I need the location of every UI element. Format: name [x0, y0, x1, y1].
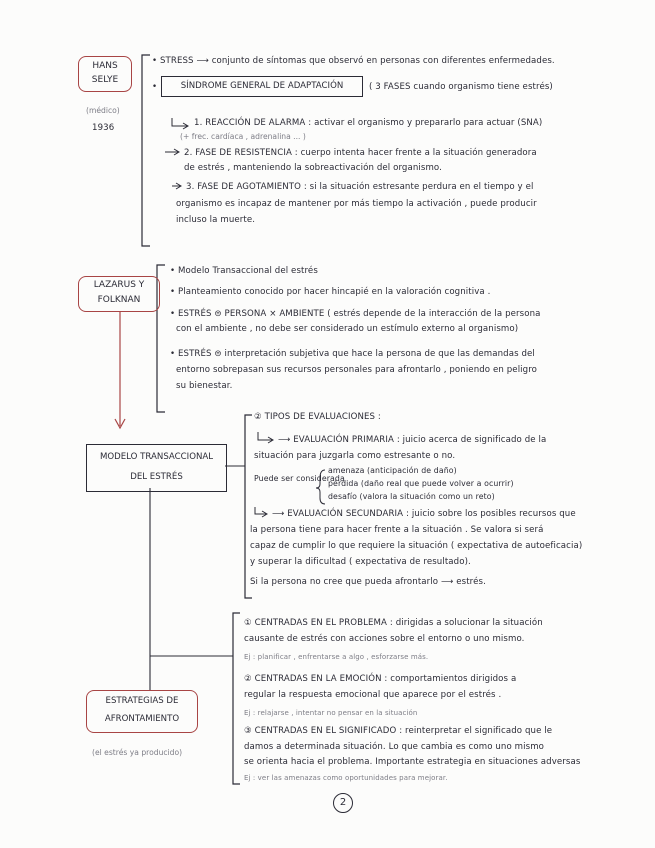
hans-role: (médico) [86, 106, 120, 115]
lazarus-name-line2: FOLKNAN [97, 295, 141, 305]
phase-3-line2: organismo es incapaz de mantener por más tiempo la activación , puede producir [176, 199, 537, 209]
phase-1-note: (+ frec. cardíaca , adrenalina ... ) [180, 132, 306, 141]
perdida: pérdida (daño real que puede volver a ocurrir) [328, 479, 514, 488]
conclusion: Si la persona no cree que pueda afrontarlo ⟶ estrés. [250, 577, 486, 587]
strategy-3-example: Ej : ver las amenazas como oportunidades para mejorar. [244, 774, 448, 782]
hans-selye-box [78, 56, 132, 92]
modelo-box-line1: MODELO TRANSACCIONAL [99, 452, 214, 462]
estrategias-box-line2: AFRONTAMIENTO [104, 714, 180, 724]
hans-name-line1: HANS [92, 61, 118, 71]
page-number: 2 [333, 793, 353, 813]
estrategias-note: (el estrés ya producido) [92, 748, 183, 757]
hans-year: 1936 [92, 123, 115, 133]
strategy-3-line1: ③ CENTRADAS EN EL SIGNIFICADO : reinterpretar el significado que le [244, 726, 553, 736]
strategy-2-line1: ② CENTRADAS EN LA EMOCIÓN : comportamientos dirigidos a [244, 674, 517, 684]
sga-bullet: • [152, 82, 158, 92]
lazarus-box [78, 276, 160, 312]
types-title: ② TIPOS DE EVALUACIONES : [254, 412, 381, 422]
strategy-1-example: Ej : planificar , enfrentarse a algo , esforzarse más. [244, 653, 429, 661]
estrategias-box-line1: ESTRATEGIAS DE [105, 696, 179, 706]
lazarus-bullet-3-line2: con el ambiente , no debe ser considerado un estímulo externo al organismo) [176, 324, 519, 334]
phase-2-line1: 2. FASE DE RESISTENCIA : cuerpo intenta hacer frente a la situación generadora [184, 148, 537, 158]
primaria-line1: ⟶ EVALUACIÓN PRIMARIA : juicio acerca de significado de la [278, 435, 547, 445]
lazarus-bullet-1: • Modelo Transaccional del estrés [170, 266, 318, 276]
phase-1: 1. REACCIÓN DE ALARMA : activar el organismo y prepararlo para actuar (SNA) [194, 118, 543, 128]
phase-2-line2: de estrés , manteniendo la sobreactivación del organismo. [184, 163, 442, 173]
lazarus-bullet-4-line1: • ESTRÉS ⊜ interpretación subjetiva que hace la persona de que las demandas del [170, 349, 535, 359]
phase-3-line1: 3. FASE DE AGOTAMIENTO : si la situación estresante perdura en el tiempo y el [186, 182, 534, 192]
lazarus-bullet-2: • Planteamiento conocido por hacer hincapié en la valoración cognitiva . [170, 287, 491, 297]
secundaria-line4: y superar la dificultad ( expectativa de resultado). [250, 557, 471, 567]
lazarus-bullet-4-line3: su bienestar. [176, 381, 233, 391]
primaria-line2: situación para juzgarla como estresante o no. [254, 451, 456, 461]
phase-3-line3: incluso la muerte. [176, 215, 256, 225]
strategy-2-line2: regular la respuesta emocional que aparece por el estrés . [244, 690, 502, 700]
secundaria-line3: capaz de cumplir lo que requiere la situación ( expectativa de autoeficacia) [250, 541, 583, 551]
sga-note: ( 3 FASES cuando organismo tiene estrés) [369, 82, 553, 92]
strategy-1-line1: ① CENTRADAS EN EL PROBLEMA : dirigidas a solucionar la situación [244, 618, 543, 628]
strategy-3-line2: damos a determinada situación. Lo que cambia es como uno mismo [244, 742, 545, 752]
modelo-box [86, 444, 227, 492]
secundaria-line2: la persona tiene para hacer frente a la situación . Se valora si será [250, 525, 544, 535]
stress-definition: • STRESS ⟶ conjunto de síntomas que observó en personas con diferentes enfermedades. [152, 56, 555, 66]
lazarus-bullet-3-line1: • ESTRÉS ⊜ PERSONA × AMBIENTE ( estrés depende de la interacción de la persona [170, 309, 541, 319]
sga-title: SÍNDROME GENERAL DE ADAPTACIÓN [161, 76, 363, 97]
estrategias-box [86, 690, 198, 733]
amenaza: amenaza (anticipación de daño) [328, 466, 457, 475]
secundaria-line1: ⟶ EVALUACIÓN SECUNDARIA : juicio sobre los posibles recursos que [272, 509, 576, 519]
lazarus-name-line1: LAZARUS Y [93, 280, 145, 290]
considered-label: Puede ser considerada [254, 474, 345, 483]
hans-name-line2: SELYE [91, 75, 119, 85]
strategy-3-line3: se orienta hacia el problema. Importante estrategia en situaciones adversas [244, 757, 581, 767]
lazarus-bullet-4-line2: entorno sobrepasan sus recursos personales para afrontarlo , poniendo en peligro [176, 365, 538, 375]
strategy-1-line2: causante de estrés con acciones sobre el entorno o uno mismo. [244, 634, 525, 644]
modelo-box-line2: DEL ESTRÉS [130, 472, 183, 482]
strategy-2-example: Ej : relajarse , intentar no pensar en la situación [244, 709, 418, 717]
desafio: desafío (valora la situación como un reto) [328, 492, 495, 501]
